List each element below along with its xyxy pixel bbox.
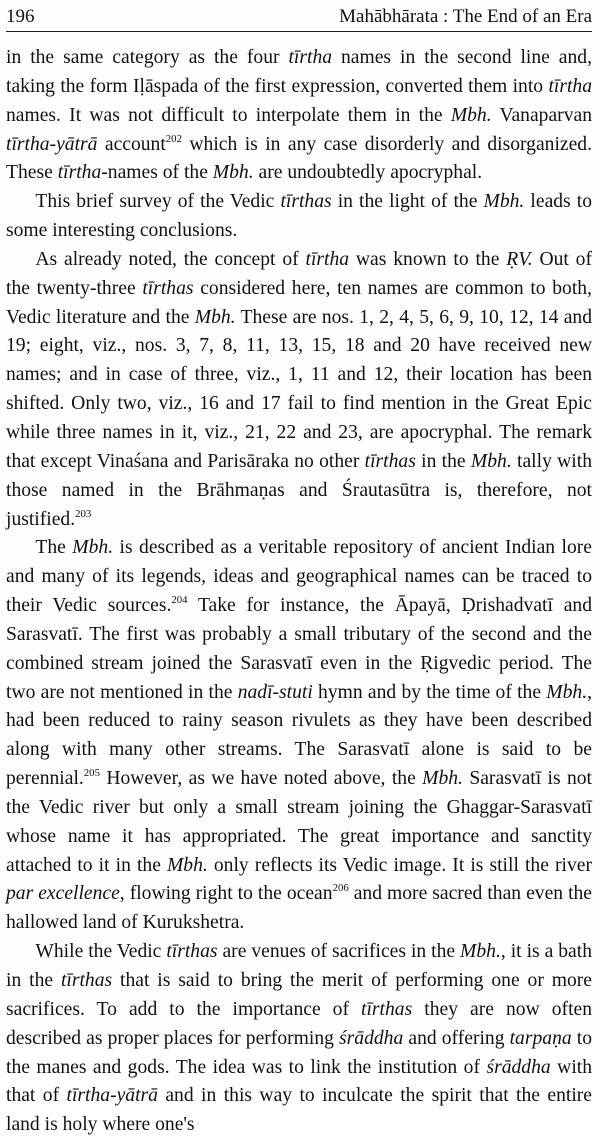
text-run: and more sacred than even the hallowed land of Kurukshetra. xyxy=(6,883,593,934)
text-run: to the manes and gods. The idea was to link the institution of xyxy=(6,1027,593,1078)
footnote-ref: 203 xyxy=(75,507,92,520)
text-run: that is said to bring the merit of performing one or more sacrifices. To add to the importance of xyxy=(6,970,592,1020)
paragraph xyxy=(6,44,592,188)
text-run: in the light of the xyxy=(331,191,484,213)
text-run: As already noted, the concept of xyxy=(35,248,306,270)
text-run: only reflects its Vedic image. It is still the river xyxy=(207,854,592,876)
italic-term: Mbh. xyxy=(483,191,525,213)
italic-term: tīrthas xyxy=(280,191,332,213)
text-run: in the same category as the four xyxy=(6,47,289,68)
italic-term: Mbh. xyxy=(460,941,501,963)
italic-term: Mbh. xyxy=(212,162,254,184)
footnote-ref: 202 xyxy=(165,132,182,145)
italic-term: Mbh. xyxy=(72,537,114,559)
text-run: they are now often described as proper places for performing xyxy=(6,998,593,1049)
italic-term: tīrthas xyxy=(364,450,416,472)
text-run: -names of the xyxy=(101,162,213,184)
italic-term: tīrthas xyxy=(166,941,218,963)
text-run: are venues of sacrifices in the xyxy=(217,941,461,963)
body-text xyxy=(6,44,592,1140)
text-run: was known to the xyxy=(349,248,507,270)
italic-term: ṚV. xyxy=(506,248,533,270)
italic-term: Mbh. xyxy=(470,450,512,472)
text-run: Vanaparvan xyxy=(491,104,592,126)
text-run: are undoubtedly apocryphal. xyxy=(253,162,483,184)
text-run: The xyxy=(35,537,73,559)
running-head: Mahābhārata : The End of an Era xyxy=(339,6,592,27)
italic-term: tīrtha xyxy=(305,248,350,270)
italic-term: tīrtha xyxy=(57,162,102,184)
footnote-ref: 204 xyxy=(171,593,188,606)
paragraph xyxy=(6,246,592,534)
text-run: considered here, ten names are common to both, Vedic literature and the xyxy=(6,277,592,328)
text-run: is described as a veritable repository of ancient Indian lore and many of its legends, ideas and geographical names can be traced to their Vedic sources. xyxy=(6,537,592,617)
italic-term: Mbh. xyxy=(194,306,236,328)
italic-term: par excellence xyxy=(6,883,120,905)
text-run: Take for instance, the Āpayā, Ḍrishadvatī and Sarasvatī. The first was probably a small tributary of the second and the combined stream joined the Sarasvatī even in the Ṛigvedic period. The two are not mentioned in the xyxy=(6,595,592,703)
text-run: with that of xyxy=(6,1056,593,1107)
page-header xyxy=(0,0,600,44)
text-run: hymn and by the time of the xyxy=(312,681,547,703)
text-run: However, as we have noted above, the xyxy=(99,768,423,790)
text-run: and offering xyxy=(403,1027,510,1049)
text-run: names in the second line and, taking the form Iḷāspada of the first expression, converted them into xyxy=(6,47,592,97)
italic-term: tīrthas xyxy=(60,970,113,991)
italic-term: śrāddha xyxy=(486,1056,551,1078)
italic-term: śrāddha xyxy=(339,1027,404,1049)
footnote-ref: 206 xyxy=(332,882,349,895)
italic-term: Mbh. xyxy=(422,768,463,790)
italic-term: Mbh. xyxy=(166,854,208,876)
text-run: , it is a bath in the xyxy=(6,941,592,991)
italic-term: Mbh. xyxy=(450,104,492,126)
italic-term: tīrtha-yātrā xyxy=(6,133,98,155)
italic-term: nadī-stuti xyxy=(237,681,313,703)
text-run: account xyxy=(97,133,166,155)
italic-term: tīrtha xyxy=(288,47,333,68)
text-run: These are nos. 1, 2, 4, 5, 6, 9, 10, 12, 14 and 19; eight, viz., nos. 3, 7, 8, 11, 13, 15, 18 and 20 have received new names; and in case of three, viz., 1, 11 and 12, their location has been shifted. Only two, viz., 16 and 17 fail to find mention in the Great Epic while three names in it, viz., 21, 22 and 23, are apocryphal. The remark that except Vinaśana and Parisāraka no other xyxy=(6,306,593,472)
text-run: in the xyxy=(415,450,471,472)
text-run: , flowing right to the ocean xyxy=(119,883,333,905)
text-run: leads to some interesting conclusions. xyxy=(6,191,593,242)
text-run: names. It was not difficult to interpolate them in the xyxy=(6,104,451,126)
text-run: , had been reduced to rainy season rivulets as they have been described along with many other streams. The Sarasvatī alone is said to be perennial. xyxy=(6,681,593,790)
text-run: and in this way to inculcate the spirit that the entire land is holy where one's xyxy=(6,1085,592,1136)
page-number: 196 xyxy=(6,6,35,27)
text-run: While the Vedic xyxy=(35,941,167,963)
footnote-ref: 205 xyxy=(83,767,100,780)
italic-term: Mbh. xyxy=(546,681,588,703)
paragraph xyxy=(6,938,592,1140)
italic-term: tarpaṇa xyxy=(509,1027,572,1049)
paragraph xyxy=(6,534,592,938)
header-rule xyxy=(6,31,592,32)
italic-term: tīrtha xyxy=(548,75,592,97)
italic-term: tīrthas xyxy=(361,998,413,1020)
italic-term: tīrtha-yātrā xyxy=(66,1085,158,1107)
text-run: This brief survey of the Vedic xyxy=(35,191,281,213)
text-run: which is in any case disorderly and disorganized. These xyxy=(6,133,592,184)
text-run: tally with those named in the Brāhmaṇas and Śrautasūtra is, therefore, not justified. xyxy=(6,450,592,530)
italic-term: tīrthas xyxy=(142,277,194,299)
paragraph xyxy=(6,188,592,246)
text-run: Out of the twenty-three xyxy=(6,248,592,299)
text-run: Sarasvatī is not the Vedic river but only a small stream joining the Ghaggar-Sarasvatī whose name it has appropriated. The great importance and sanctity attached to it in the xyxy=(6,768,593,876)
